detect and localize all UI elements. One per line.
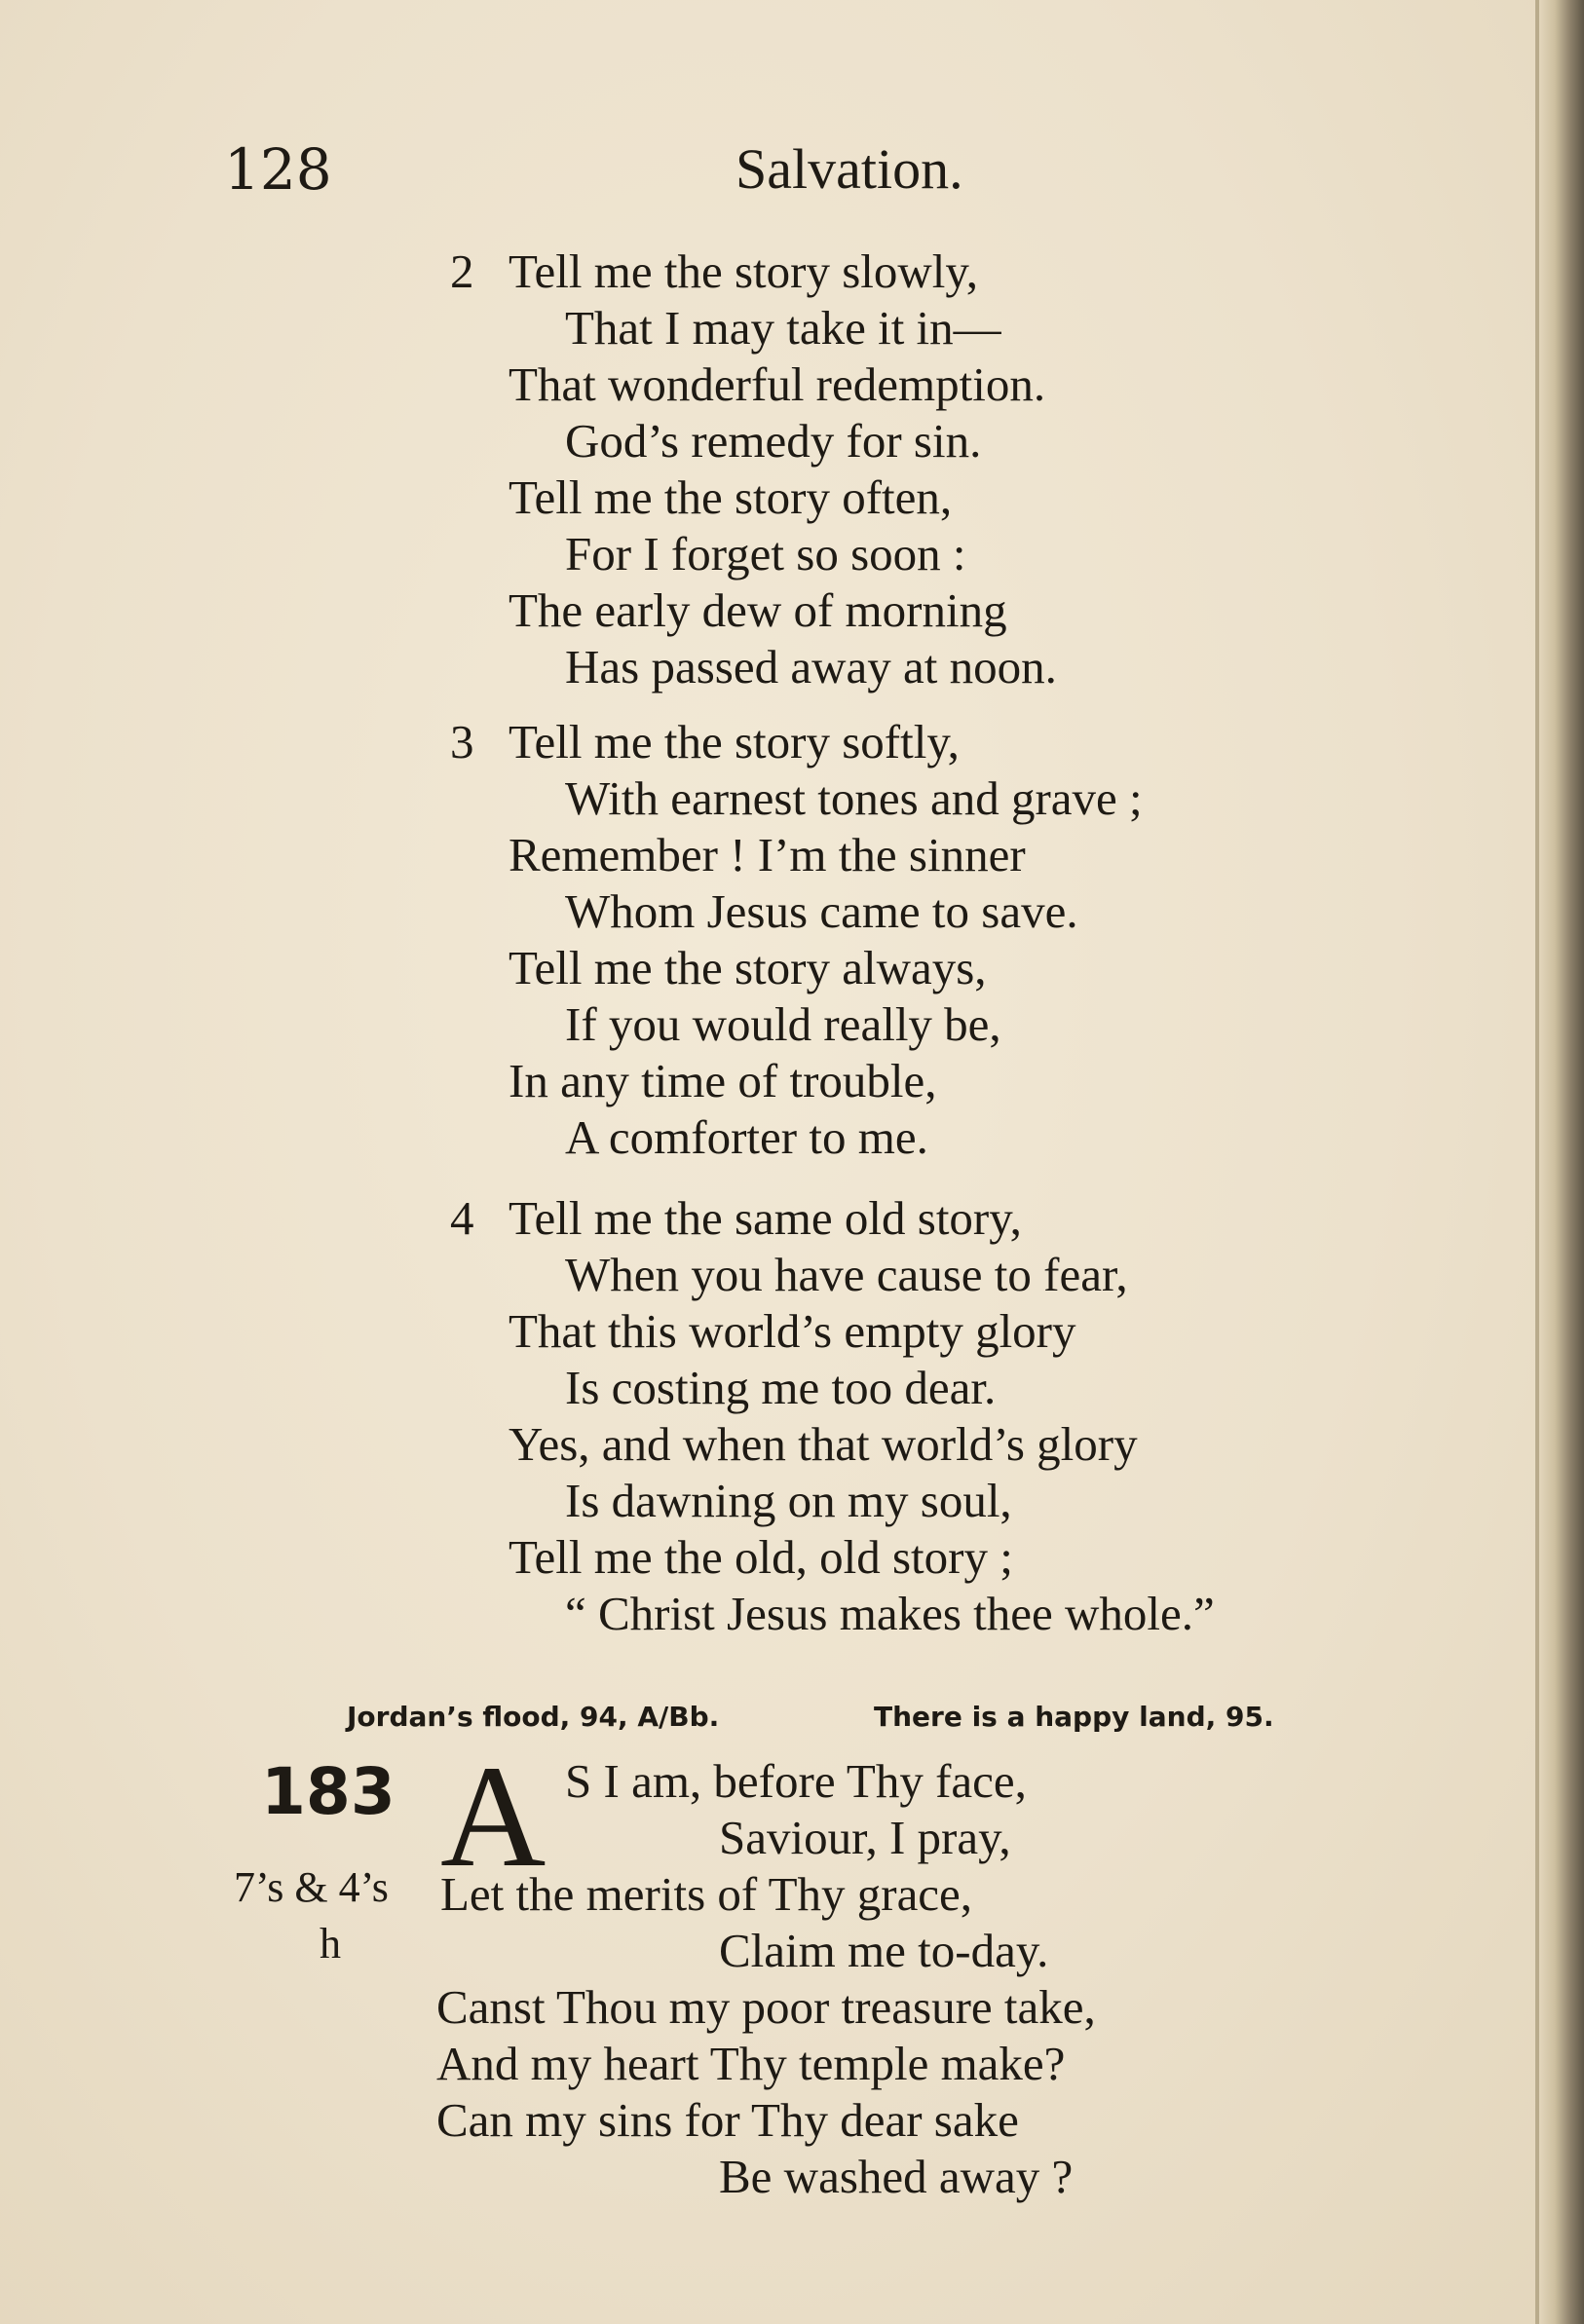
verse-line: Tell me the story slowly, bbox=[509, 244, 978, 298]
book-binding-gutter bbox=[1539, 0, 1584, 2324]
verse-line: God’s remedy for sin. bbox=[565, 414, 982, 468]
hymn-line: Claim me to-day. bbox=[719, 1924, 1049, 1977]
hymn-meter: 7’s & 4’s bbox=[234, 1863, 389, 1911]
hymn-key: h bbox=[320, 1920, 341, 1968]
verse-line: That wonderful redemption. bbox=[509, 357, 1046, 411]
verse-line: Tell me the same old story, bbox=[509, 1191, 1022, 1245]
tune-reference-right: There is a happy land, 95. bbox=[874, 1701, 1274, 1733]
drop-cap-letter: A bbox=[440, 1736, 547, 1897]
verse-line: With earnest tones and grave ; bbox=[565, 771, 1143, 825]
verse-line: Has passed away at noon. bbox=[565, 640, 1057, 693]
verse-line: Yes, and when that world’s glory bbox=[509, 1417, 1138, 1471]
verse-line: That I may take it in— bbox=[565, 301, 1001, 355]
verse-line: The early dew of morning bbox=[509, 583, 1007, 637]
hymn-number: 183 bbox=[261, 1754, 396, 1829]
verse-line: Tell me the old, old story ; bbox=[509, 1530, 1013, 1584]
verse-line: Tell me the story always, bbox=[509, 941, 987, 994]
verse-line: Tell me the story softly, bbox=[509, 715, 960, 768]
verse-line: For I forget so soon : bbox=[565, 527, 966, 581]
verse-line: A comforter to me. bbox=[565, 1110, 928, 1164]
verse-number: 4 bbox=[450, 1191, 474, 1245]
verse-line: If you would really be, bbox=[565, 997, 1001, 1051]
hymn-line: Canst Thou my poor treasure take, bbox=[436, 1980, 1096, 2034]
hymn-line: Let the merits of Thy grace, bbox=[440, 1867, 973, 1921]
verse-line: Whom Jesus came to save. bbox=[565, 884, 1078, 938]
verse-number: 2 bbox=[450, 244, 474, 298]
tune-reference-left: Jordan’s flood, 94, A/Bb. bbox=[347, 1701, 720, 1733]
verse-line: Remember ! I’m the sinner bbox=[509, 828, 1026, 881]
hymn-line: And my heart Thy temple make? bbox=[436, 2037, 1066, 2090]
hymn-line: S I am, before Thy face, bbox=[565, 1754, 1027, 1808]
hymn-line: Be washed away ? bbox=[719, 2150, 1074, 2203]
verse-number: 3 bbox=[450, 715, 474, 768]
page-header bbox=[224, 136, 1101, 205]
verse-line: In any time of trouble, bbox=[509, 1054, 937, 1107]
verse-line: Is dawning on my soul, bbox=[565, 1474, 1012, 1527]
hymn-line: Can my sins for Thy dear sake bbox=[436, 2093, 1019, 2147]
verse-line: “ Christ Jesus makes thee whole.” bbox=[565, 1587, 1215, 1640]
hymn-line: Saviour, I pray, bbox=[719, 1811, 1011, 1864]
running-title: Salvation. bbox=[735, 137, 963, 201]
page-number: 128 bbox=[224, 136, 332, 203]
verse-line: That this world’s empty glory bbox=[509, 1304, 1076, 1358]
verse-line: Tell me the story often, bbox=[509, 470, 953, 524]
verse-line: Is costing me too dear. bbox=[565, 1361, 997, 1414]
verse-line: When you have cause to fear, bbox=[565, 1248, 1128, 1301]
